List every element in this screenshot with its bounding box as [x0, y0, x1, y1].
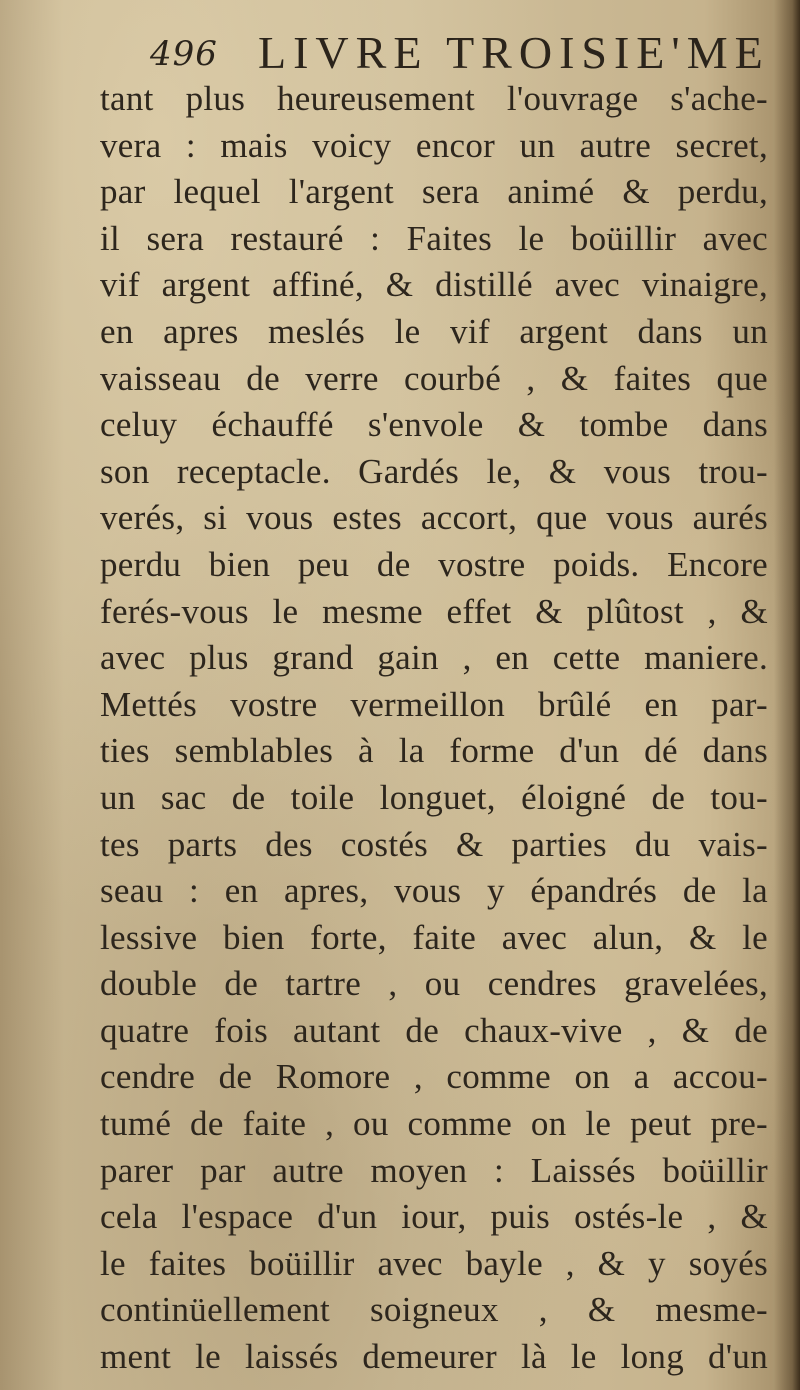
text-line: ties semblables à la forme d'un dé dans [100, 731, 768, 771]
page-header [150, 26, 770, 82]
text-line: par lequel l'argent sera animé & perdu, [100, 172, 768, 212]
text-line: Mettés vostre vermeillon brûlé en par- [100, 684, 768, 724]
page-gutter-shadow [774, 0, 800, 1390]
text-line: tumé de faite , ou comme on le peut pre- [100, 1104, 768, 1144]
text-line: vif argent affiné, & distillé avec vinaigre, [100, 265, 768, 305]
text-line: quatre fois autant de chaux-vive , & de [100, 1010, 768, 1050]
text-line: perdu bien peu de vostre poids. Encore [100, 544, 768, 584]
text-line: avec plus grand gain , en cette maniere. [100, 638, 768, 678]
text-line: lessive bien forte, faite avec alun, & le [100, 917, 768, 957]
text-line: parer par autre moyen : Laissés boüillir [100, 1150, 768, 1190]
text-line: cela l'espace d'un iour, puis ostés-le , & [100, 1197, 768, 1237]
text-line: son receptacle. Gardés le, & vous trou- [100, 451, 768, 491]
running-head: LIVRE TROISIE'ME [258, 27, 770, 78]
page-number: 496 [150, 34, 218, 74]
text-line: en apres meslés le vif argent dans un [100, 311, 768, 351]
text-line: double de tartre , ou cendres gravelées, [100, 964, 768, 1004]
text-line: celuy échauffé s'envole & tombe dans [100, 405, 768, 445]
body-text [100, 76, 768, 1381]
text-line: vaisseau de verre courbé , & faites que [100, 358, 768, 398]
text-line: le faites boüillir avec bayle , & y soyés [100, 1243, 768, 1283]
text-line: continüellement soigneux , & mesme- [100, 1290, 768, 1330]
text-line: tes parts des costés & parties du vais- [100, 824, 768, 864]
text-line: seau : en apres, vous y épandrés de la [100, 871, 768, 911]
text-line: cendre de Romore , comme on a accou- [100, 1057, 768, 1097]
text-line: verés, si vous estes accort, que vous aurés [100, 498, 768, 538]
text-line: ment le laissés demeurer là le long d'un [100, 1337, 768, 1377]
text-line: ferés-vous le mesme effet & plûtost , & [100, 591, 768, 631]
text-line: vera : mais voicy encor un autre secret, [100, 125, 768, 165]
text-line: tant plus heureusement l'ouvrage s'ache- [100, 79, 768, 118]
text-line: il sera restauré : Faites le boüillir avec [100, 218, 768, 258]
text-line: un sac de toile longuet, éloigné de tou- [100, 777, 768, 817]
